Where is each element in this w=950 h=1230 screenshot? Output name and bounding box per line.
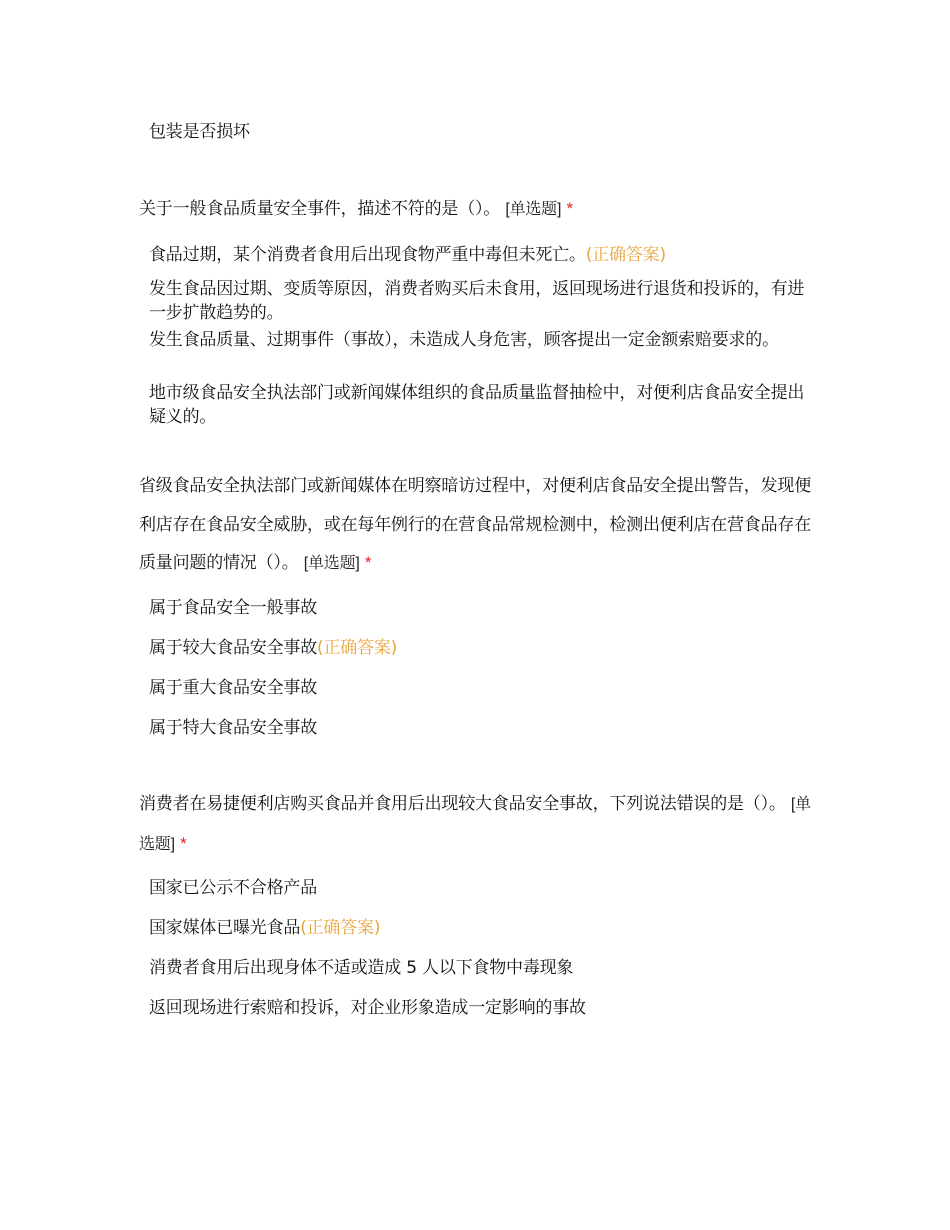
question-text: 省级食品安全执法部门或新闻媒体在明察暗访过程中，对便利店食品安全提出警告，发现便利店存在食品安全威胁，或在每年例行的在营食品常规检测中，检测出便利店在营食品存在质量问题的情况（）。	[139, 476, 811, 573]
question-text: 消费者在易捷便利店购买食品并食用后出现较大食品安全事故，下列说法错误的是（）。	[139, 794, 786, 814]
option-text: 属于特大食品安全事故	[149, 718, 317, 738]
option-text: 发生食品因过期、变质等原因，消费者购买后未食用，返回现场进行退货和投诉的，有进一步扩散趋势的。	[149, 279, 805, 323]
option-item[interactable]	[149, 636, 809, 660]
option-item[interactable]	[149, 277, 809, 325]
question-2	[139, 467, 817, 584]
option-text: 属于较大食品安全事故	[149, 638, 317, 658]
option-text: 国家媒体已曝光食品	[149, 918, 301, 938]
option-text: 属于重大食品安全事故	[149, 678, 317, 698]
option-item[interactable]	[149, 243, 809, 267]
option-item[interactable]	[149, 956, 809, 980]
question-1	[139, 190, 817, 230]
option-item[interactable]	[149, 328, 809, 352]
option-item[interactable]	[149, 381, 809, 429]
question-type-tag: [单选题]	[505, 201, 562, 218]
option-text: 属于食品安全一般事故	[149, 598, 317, 618]
option-text: 地市级食品安全执法部门或新闻媒体组织的食品质量监督抽检中，对便利店食品安全提出疑义的。	[149, 383, 805, 427]
question-text: 关于一般食品质量安全事件，描述不符的是（）。	[139, 199, 501, 219]
option-item[interactable]	[149, 916, 809, 940]
required-mark: *	[364, 553, 372, 572]
required-mark: *	[566, 199, 573, 218]
option-item[interactable]	[149, 716, 809, 740]
option-text: 发生食品质量、过期事件（事故），未造成人身危害，顾客提出一定金额索赔要求的。	[149, 330, 779, 350]
correct-answer-label: (正确答案)	[317, 638, 398, 658]
option-item[interactable]	[149, 120, 809, 144]
option-text: 消费者食用后出现身体不适或造成 5 人以下食物中毒现象	[149, 958, 574, 978]
question-type-tag: [单选题]	[139, 796, 811, 853]
option-text: 国家已公示不合格产品	[149, 878, 317, 898]
question-3	[139, 785, 817, 864]
option-item[interactable]	[149, 876, 809, 900]
correct-answer-label: (正确答案)	[585, 245, 666, 265]
option-item[interactable]	[149, 996, 809, 1020]
correct-answer-label: (正确答案)	[300, 918, 381, 938]
required-mark: *	[180, 833, 187, 853]
option-text: 包装是否损坏	[149, 122, 250, 142]
question-type-tag: [单选题]	[303, 555, 360, 572]
option-text: 返回现场进行索赔和投诉，对企业形象造成一定影响的事故	[149, 998, 586, 1018]
option-item[interactable]	[149, 596, 809, 620]
option-text: 食品过期，某个消费者食用后出现食物严重中毒但未死亡。	[149, 245, 586, 265]
option-item[interactable]	[149, 676, 809, 700]
